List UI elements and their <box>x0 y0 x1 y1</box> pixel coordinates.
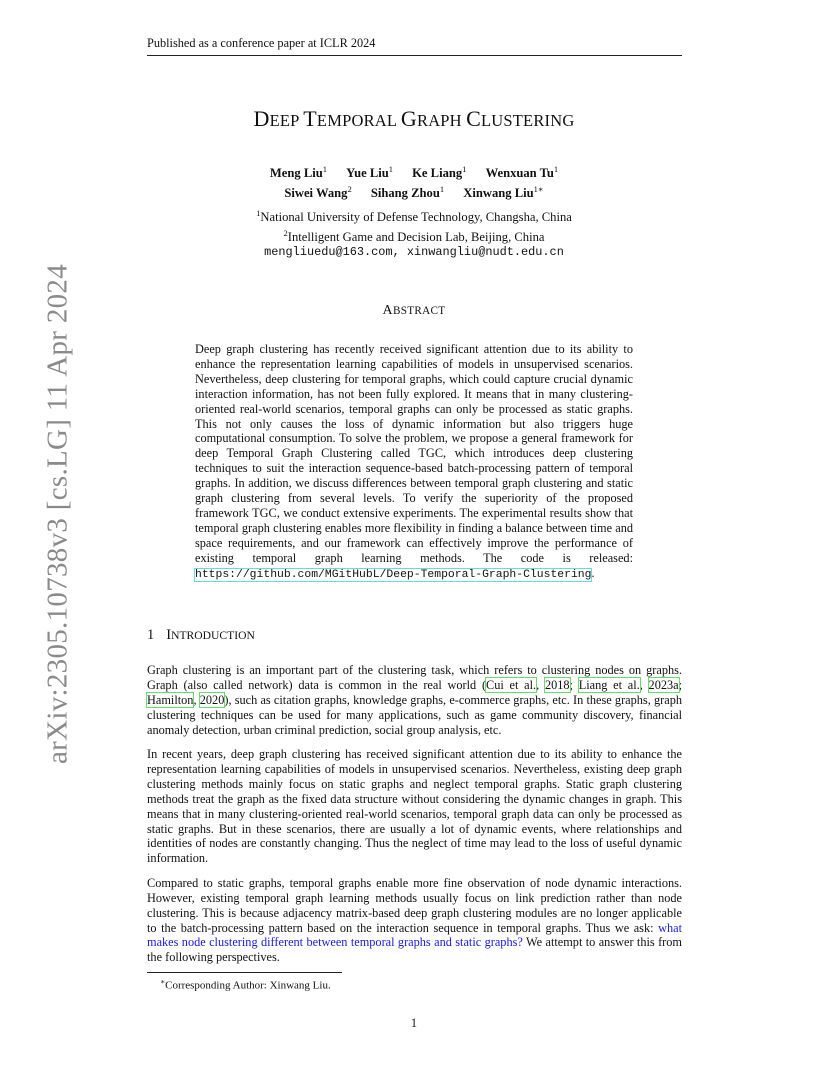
author-row-1 <box>0 161 828 181</box>
citation-link[interactable]: Hamilton <box>147 692 194 707</box>
paragraph: Graph clustering is an important part of the clustering task, which refers to clustering nodes on graphs. Graph (also called network) data is common in the real world (Cui et al., 2018; Liang et al., 2023a; Hamilton, 2020), such as citation graphs, knowledge graphs, e-commerce graphs, etc. In these graphs, graph clustering techniques can be used for many applications, such as game community discovery, financial anomaly detection, urban criminal prediction, social group analysis, etc. <box>147 663 683 737</box>
footnote-rule <box>147 972 342 973</box>
citation-link[interactable]: Cui et al. <box>486 677 537 692</box>
running-header: Published as a conference paper at ICLR 2024 <box>147 36 682 56</box>
author-name: Sihang Zhou$^1$ <box>370 184 445 201</box>
section-heading-introduction: 1 INTRODUCTION <box>147 627 255 643</box>
abstract-body: Deep graph clustering has recently received significant attention due to its ability to enhance the representation learning capabilities of models in unsupervised scenarios. Nevertheless, deep clustering for temporal graphs, which could capture crucial dynamic interaction information, has not been fully explored. It means that in many clustering-oriented real-world scenarios, temporal graphs can only be processed as static graphs. This not only causes the loss of dynamic information but also triggers huge computational consumption. To solve the problem, we propose a general framework for deep Temporal Graph Clustering called TGC, which introduces deep clustering techniques to suit the interaction sequence-based batch-processing pattern of temporal graphs. In addition, we discuss differences between temporal graph clustering and static graph clustering from several levels. To verify the superiority of the proposed framework TGC, we conduct extensive experiments. The experimental results show that temporal graph clustering enables more flexibility in finding a balance between time and space requirements, and our framework can effectively improve the performance of existing temporal graph learning methods. The code is released: https://github.com/MGitHubL/Deep-Temporal-Graph-Clustering. <box>195 342 633 581</box>
code-repository-link[interactable]: https://github.com/MGitHubL/Deep-Temporal-Graph-Clustering <box>195 568 592 581</box>
affiliation-line: $^1$National University of Defense Technology, Changsha, China <box>256 208 572 225</box>
affiliations <box>0 206 828 261</box>
author-name: Siwei Wang$^2$ <box>284 184 352 201</box>
arxiv-identifier-stamp: arXiv:2305.10738v3 [cs.LG] 11 Apr 2024 <box>41 263 74 765</box>
affiliation-line: $^2$Intelligent Game and Decision Lab, Beijing, China <box>283 227 545 244</box>
author-emails: mengliuedu@163.com, xinwangliu@nudt.edu.cn <box>264 245 564 260</box>
introduction-body <box>147 663 682 975</box>
author-name: Wenxuan Tu$^1$ <box>485 164 559 181</box>
paragraph: In recent years, deep graph clustering has received significant attention due to its ability to enhance the representation learning capabilities of models in unsupervised scenarios. Nevertheless, existing deep graph clustering methods mainly focus on static graphs and neglect temporal graphs. Static graph clustering methods treat the graph as the fixed data structure without considering the dynamic changes in graph. This means that in many clustering-oriented real-world scenarios, temporal graph data can only be processed as static graphs. But in these scenarios, there are usually a lot of dynamic events, where relationships and identities of nodes are constantly changing. Thus the neglect of time may lead to the loss of useful dynamic information. <box>147 747 682 866</box>
author-list <box>0 161 828 201</box>
citation-link[interactable]: 2018 <box>544 677 570 692</box>
citation-link[interactable]: Liang et al. <box>578 677 640 692</box>
citation-link[interactable]: 2023a <box>648 677 679 692</box>
author-name: Xinwang Liu$^{1∗}$ <box>463 184 544 201</box>
citation-link[interactable]: 2020 <box>199 692 225 707</box>
research-question: what makes node clustering different between temporal graphs and static graphs? <box>147 920 682 950</box>
footnote: ∗Corresponding Author: Xinwang Liu. <box>160 977 331 992</box>
paragraph: Compared to static graphs, temporal graphs enable more fine observation of node dynamic interactions. However, existing temporal graph learning methods usually focus on link prediction rather than node clustering. This is because adjacency matrix-based deep graph clustering modules are no longer applicable to the batch-processing pattern based on the interaction sequence in temporal graphs. Thus we ask: what makes node clustering different between temporal graphs and static graphs? We attempt to answer this from the following perspectives. <box>147 875 682 965</box>
author-name: Meng Liu$^1$ <box>269 164 327 181</box>
author-name: Yue Liu$^1$ <box>346 164 393 181</box>
author-name: Ke Liang$^1$ <box>412 164 467 181</box>
abstract-heading: ABSTRACT <box>382 303 446 318</box>
page-number: 1 <box>410 1016 418 1030</box>
author-row-2 <box>0 181 828 201</box>
paper-title: DEEP TEMPORAL GRAPH CLUSTERING <box>253 106 575 131</box>
